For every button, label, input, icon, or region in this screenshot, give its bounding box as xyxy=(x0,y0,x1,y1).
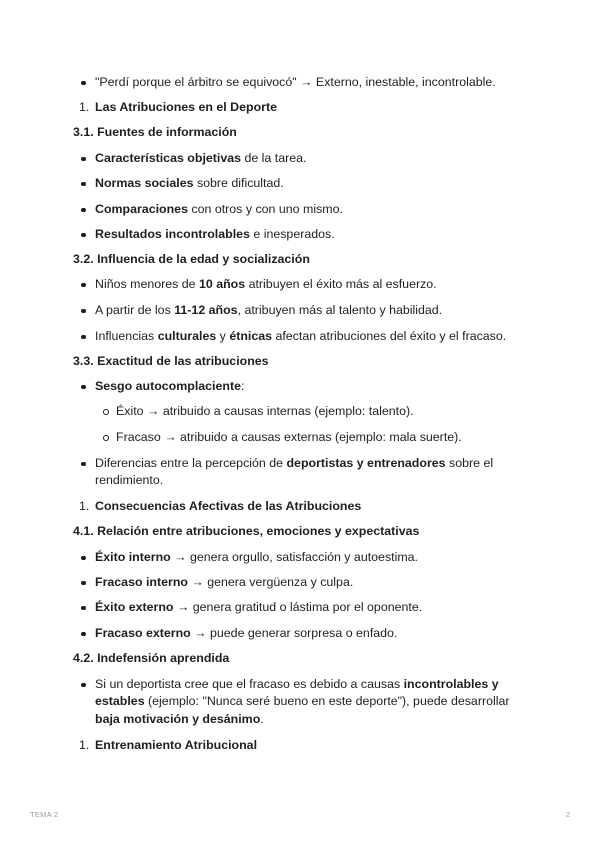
numbered-heading xyxy=(79,99,277,116)
section-heading: 4.1. Relación entre atribuciones, emociones y expectativas xyxy=(73,524,420,538)
bold-text: Éxito externo xyxy=(95,600,174,614)
bullet-icon xyxy=(81,309,86,314)
text-run: "Perdí porque el árbitro se equivocó" → Externo, inestable, incontrolable. xyxy=(95,75,496,89)
bold-text: culturales xyxy=(157,329,217,343)
bold-text: Fracaso externo xyxy=(95,626,191,640)
bullet-icon xyxy=(81,385,86,390)
bullet-icon xyxy=(81,81,86,86)
bullet-icon xyxy=(81,606,86,611)
bullet-item xyxy=(95,201,343,218)
text-run: Fracaso → atribuido a causas externas (ejemplo: mala suerte). xyxy=(116,430,462,444)
text-run: . xyxy=(260,712,264,726)
bullet-icon xyxy=(81,683,86,688)
text-run: → genera vergüenza y culpa. xyxy=(187,575,354,589)
bullet-item xyxy=(95,276,437,293)
bullet-item xyxy=(95,676,499,693)
bullet-icon xyxy=(81,632,86,637)
bullet-item xyxy=(95,302,442,319)
bullet-item xyxy=(95,549,418,566)
bold-text: Fracaso interno xyxy=(95,575,188,589)
bold-text: Normas sociales xyxy=(95,176,194,190)
text-run: Niños menores de xyxy=(95,277,199,291)
sub-bullet-item xyxy=(116,429,462,446)
text-run: Éxito → atribuido a causas internas (ejemplo: talento). xyxy=(116,404,414,418)
bold-text: incontrolables y xyxy=(403,677,499,691)
text-run: con otros y con uno mismo. xyxy=(187,202,343,216)
heading-text: Consecuencias Afectivas de las Atribuciones xyxy=(95,499,362,513)
bullet-item-continuation xyxy=(95,472,163,489)
text-run: → puede generar sorpresa o enfado. xyxy=(190,626,398,640)
heading-text: Entrenamiento Atribucional xyxy=(95,738,258,752)
bullet-icon xyxy=(81,283,86,288)
bullet-icon xyxy=(81,581,86,586)
bullet-icon xyxy=(81,182,86,187)
numbered-heading xyxy=(79,498,362,515)
bullet-item xyxy=(95,175,284,192)
list-number: 1. xyxy=(79,499,90,513)
bold-text: 11-12 años xyxy=(174,303,238,317)
text-run: Influencias xyxy=(95,329,158,343)
bullet-item xyxy=(95,150,306,167)
bullet-item xyxy=(95,455,493,472)
bullet-item xyxy=(95,74,496,91)
text-run: e inesperados. xyxy=(249,227,335,241)
bold-text: Comparaciones xyxy=(95,202,188,216)
bullet-item xyxy=(95,625,397,642)
bullet-item xyxy=(95,328,506,345)
numbered-heading xyxy=(79,737,258,754)
text-run: → genera gratitud o lástima por el oponente. xyxy=(173,600,423,614)
bold-text: Características objetivas xyxy=(95,151,242,165)
bullet-item-continuation xyxy=(95,711,264,728)
text-run: Diferencias entre la percepción de xyxy=(95,456,287,470)
bullet-item xyxy=(95,378,244,395)
text-run: afectan atribuciones del éxito y el fracaso. xyxy=(272,329,507,343)
section-heading: 4.2. Indefensión aprendida xyxy=(73,651,230,665)
bold-text: baja motivación y desánimo xyxy=(95,712,261,726)
bullet-icon xyxy=(81,556,86,561)
sub-bullet-item xyxy=(116,403,414,420)
bold-text: Éxito interno xyxy=(95,550,171,564)
text-run: sobre el xyxy=(445,456,494,470)
list-number: 1. xyxy=(79,100,90,114)
bullet-icon xyxy=(81,335,86,340)
bullet-item xyxy=(95,574,353,591)
bullet-icon xyxy=(81,157,86,162)
text-run: atribuyen el éxito más al esfuerzo. xyxy=(245,277,437,291)
text-run: y xyxy=(216,329,230,343)
section-heading: 3.2. Influencia de la edad y socialización xyxy=(73,252,310,266)
text-run: de la tarea. xyxy=(241,151,307,165)
bullet-icon xyxy=(81,208,86,213)
text-run: , atribuyen más al talento y habilidad. xyxy=(237,303,443,317)
text-run: rendimiento. xyxy=(95,473,164,487)
list-number: 1. xyxy=(79,738,90,752)
section-heading: 3.3. Exactitud de las atribuciones xyxy=(73,354,269,368)
bold-text: Resultados incontrolables xyxy=(95,227,250,241)
footer-section-label: TEMA 2 xyxy=(30,810,59,819)
text-run: A partir de los xyxy=(95,303,175,317)
circle-bullet-icon xyxy=(103,435,109,441)
text-run: Si un deportista cree que el fracaso es debido a causas xyxy=(95,677,404,691)
bullet-icon xyxy=(81,462,86,467)
bold-text: estables xyxy=(95,694,145,708)
bold-text: 10 años xyxy=(199,277,246,291)
heading-text: Las Atribuciones en el Deporte xyxy=(95,100,277,114)
bullet-icon xyxy=(81,233,86,238)
text-run: sobre dificultad. xyxy=(193,176,284,190)
bullet-item-continuation xyxy=(95,693,510,710)
bullet-item xyxy=(95,599,422,616)
bold-text: Sesgo autocomplaciente xyxy=(95,379,241,393)
footer-page-number: 2 xyxy=(566,810,571,819)
text-run: → genera orgullo, satisfacción y autoestima. xyxy=(170,550,418,564)
bullet-item xyxy=(95,226,335,243)
text-run: : xyxy=(240,379,245,393)
section-heading: 3.1. Fuentes de información xyxy=(73,125,237,139)
bold-text: deportistas y entrenadores xyxy=(286,456,446,470)
text-run: (ejemplo: "Nunca seré bueno en este deporte"), puede desarrollar xyxy=(144,694,510,708)
circle-bullet-icon xyxy=(103,409,109,415)
bold-text: étnicas xyxy=(229,329,273,343)
